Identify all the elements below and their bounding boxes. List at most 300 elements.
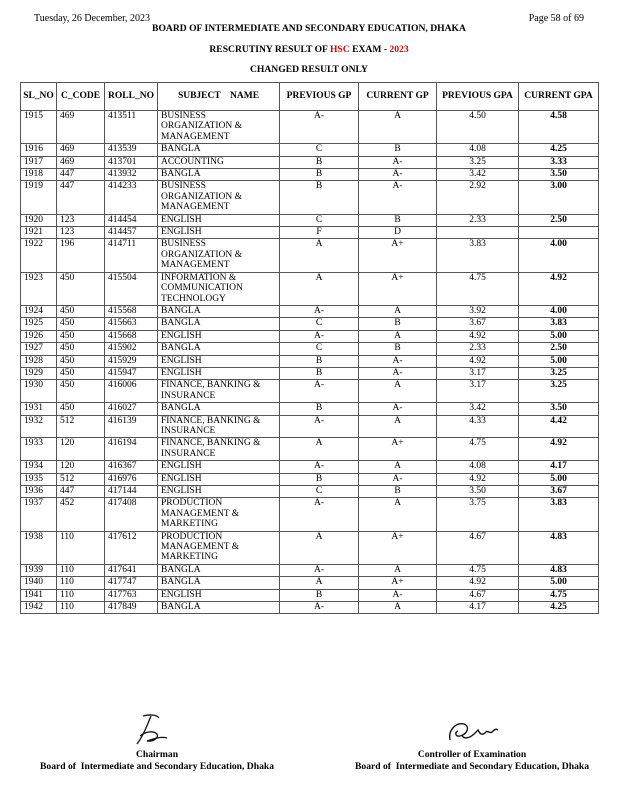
subject-line: MANAGEMENT xyxy=(161,260,230,271)
col-header-previous-gp: PREVIOUS GP xyxy=(280,83,359,111)
cell-current-gpa: 5.00 xyxy=(519,577,599,589)
cell-sl-no: 1915 xyxy=(21,111,57,144)
subject-line: MANAGEMENT & xyxy=(161,542,240,553)
col-header-subject-name: SUBJECT NAME xyxy=(158,83,280,111)
cell-subject xyxy=(158,577,280,589)
cell-previous-gpa: 4.92 xyxy=(437,577,519,589)
cell-current-gp: A- xyxy=(359,355,437,367)
cell-subject xyxy=(158,156,280,168)
cell-subject xyxy=(158,380,280,403)
subject-line: ENGLISH xyxy=(161,355,202,366)
cell-previous-gp: A- xyxy=(280,415,359,438)
cell-sl-no: 1936 xyxy=(21,486,57,498)
cell-sl-no: 1929 xyxy=(21,367,57,379)
cell-c-code: 447 xyxy=(57,181,105,214)
cell-current-gp: B xyxy=(359,343,437,355)
subject-line: ENGLISH xyxy=(161,214,202,225)
cell-c-code: 447 xyxy=(57,169,105,181)
cell-roll-no: 416139 xyxy=(105,415,158,438)
cell-previous-gp: A- xyxy=(280,330,359,342)
cell-previous-gpa: 4.67 xyxy=(437,531,519,564)
cell-sl-no: 1941 xyxy=(21,589,57,601)
cell-current-gp: A xyxy=(359,461,437,473)
cell-roll-no: 416194 xyxy=(105,438,158,461)
cell-previous-gpa: 4.92 xyxy=(437,355,519,367)
cell-c-code: 110 xyxy=(57,531,105,564)
cell-previous-gp: C xyxy=(280,318,359,330)
controller-title: Controller of Examination xyxy=(417,749,527,760)
cell-current-gpa: 3.67 xyxy=(519,486,599,498)
cell-c-code: 469 xyxy=(57,156,105,168)
subject-line: TECHNOLOGY xyxy=(161,293,226,304)
cell-current-gp: A- xyxy=(359,156,437,168)
cell-subject xyxy=(158,531,280,564)
cell-previous-gp: C xyxy=(280,343,359,355)
cell-previous-gpa: 2.92 xyxy=(437,181,519,214)
cell-subject xyxy=(158,144,280,156)
cell-roll-no: 415504 xyxy=(105,272,158,305)
cell-previous-gpa: 4.33 xyxy=(437,415,519,438)
subject-line: FINANCE, BANKING & xyxy=(161,380,261,391)
cell-c-code: 196 xyxy=(57,239,105,272)
cell-current-gp: B xyxy=(359,486,437,498)
cell-sl-no: 1940 xyxy=(21,577,57,589)
table-row xyxy=(21,318,599,330)
cell-previous-gp: A xyxy=(280,438,359,461)
cell-c-code: 469 xyxy=(57,111,105,144)
cell-roll-no: 413539 xyxy=(105,144,158,156)
cell-subject xyxy=(158,355,280,367)
cell-previous-gp: C xyxy=(280,486,359,498)
cell-sl-no: 1930 xyxy=(21,380,57,403)
cell-previous-gp: A- xyxy=(280,602,359,614)
cell-previous-gpa: 3.17 xyxy=(437,380,519,403)
page-number: Page 58 of 69 xyxy=(528,13,584,24)
cell-previous-gp: A- xyxy=(280,498,359,531)
cell-previous-gpa: 3.83 xyxy=(437,239,519,272)
table-row xyxy=(21,589,599,601)
cell-c-code: 450 xyxy=(57,343,105,355)
cell-subject xyxy=(158,589,280,601)
table-row xyxy=(21,355,599,367)
table-row xyxy=(21,111,599,144)
cell-sl-no: 1919 xyxy=(21,181,57,214)
cell-roll-no: 414454 xyxy=(105,214,158,226)
cell-c-code: 110 xyxy=(57,564,105,576)
cell-previous-gpa: 4.75 xyxy=(437,438,519,461)
subject-line: MANAGEMENT xyxy=(161,202,230,213)
table-row xyxy=(21,367,599,379)
table-row xyxy=(21,181,599,214)
subject-line: ENGLISH xyxy=(161,330,202,341)
cell-sl-no: 1922 xyxy=(21,239,57,272)
cell-sl-no: 1938 xyxy=(21,531,57,564)
cell-current-gp: A+ xyxy=(359,272,437,305)
cell-roll-no: 413932 xyxy=(105,169,158,181)
cell-current-gpa: 4.00 xyxy=(519,239,599,272)
cell-previous-gpa: 3.75 xyxy=(437,498,519,531)
cell-sl-no: 1942 xyxy=(21,602,57,614)
col-header-previous-gpa: PREVIOUS GPA xyxy=(437,83,519,111)
subject-line: BANGLA xyxy=(161,564,201,575)
cell-previous-gpa: 4.50 xyxy=(437,111,519,144)
cell-current-gp: B xyxy=(359,214,437,226)
subject-line: INSURANCE xyxy=(161,390,216,401)
cell-c-code: 512 xyxy=(57,415,105,438)
cell-previous-gpa: 3.42 xyxy=(437,169,519,181)
cell-current-gp: A xyxy=(359,330,437,342)
subject-line: BUSINESS xyxy=(161,111,206,121)
cell-current-gp: A xyxy=(359,564,437,576)
cell-subject xyxy=(158,415,280,438)
cell-current-gpa: 3.25 xyxy=(519,380,599,403)
table-row xyxy=(21,380,599,403)
cell-current-gpa: 5.00 xyxy=(519,473,599,485)
cell-subject xyxy=(158,367,280,379)
cell-roll-no: 417763 xyxy=(105,589,158,601)
cell-c-code: 512 xyxy=(57,473,105,485)
cell-roll-no: 414711 xyxy=(105,239,158,272)
table-row xyxy=(21,227,599,239)
cell-sl-no: 1920 xyxy=(21,214,57,226)
col-header-current-gpa: CURRENT GPA xyxy=(519,83,599,111)
exam-year: 2023 xyxy=(389,44,409,55)
table-row xyxy=(21,239,599,272)
cell-sl-no: 1923 xyxy=(21,272,57,305)
cell-roll-no: 417641 xyxy=(105,564,158,576)
cell-subject xyxy=(158,498,280,531)
cell-previous-gp: A- xyxy=(280,461,359,473)
subject-line: MARKETING xyxy=(161,519,218,530)
cell-previous-gp: B xyxy=(280,367,359,379)
cell-previous-gpa: 4.67 xyxy=(437,589,519,601)
cell-roll-no: 414457 xyxy=(105,227,158,239)
cell-current-gp: B xyxy=(359,144,437,156)
cell-subject xyxy=(158,227,280,239)
subject-line: BANGLA xyxy=(161,403,201,414)
col-header-c-code: C_CODE xyxy=(57,83,105,111)
cell-previous-gpa: 3.17 xyxy=(437,367,519,379)
cell-previous-gpa: 4.92 xyxy=(437,330,519,342)
cell-previous-gp: A xyxy=(280,577,359,589)
cell-roll-no: 416976 xyxy=(105,473,158,485)
subject-line: INSURANCE xyxy=(161,425,216,436)
cell-current-gpa: 4.25 xyxy=(519,602,599,614)
cell-current-gp: A+ xyxy=(359,531,437,564)
cell-current-gpa: 4.00 xyxy=(519,305,599,317)
cell-c-code: 447 xyxy=(57,486,105,498)
col-header-roll-no: ROLL_NO xyxy=(105,83,158,111)
subject-line: ORGANIZATION & xyxy=(161,249,243,260)
cell-current-gpa: 5.00 xyxy=(519,355,599,367)
results-table xyxy=(20,82,599,614)
subject-line: FINANCE, BANKING & xyxy=(161,415,261,426)
table-row xyxy=(21,438,599,461)
cell-previous-gpa xyxy=(437,227,519,239)
cell-previous-gpa: 2.33 xyxy=(437,343,519,355)
chairman-org: Board of Intermediate and Secondary Education, Dhaka xyxy=(40,761,274,772)
cell-current-gp: A xyxy=(359,111,437,144)
cell-current-gpa: 4.83 xyxy=(519,531,599,564)
cell-previous-gp: A- xyxy=(280,380,359,403)
cell-roll-no: 415668 xyxy=(105,330,158,342)
cell-current-gp: A+ xyxy=(359,239,437,272)
cell-previous-gpa: 4.92 xyxy=(437,473,519,485)
subject-line: BANGLA xyxy=(161,169,201,180)
subject-line: BANGLA xyxy=(161,343,201,354)
cell-subject xyxy=(158,169,280,181)
cell-current-gp: A- xyxy=(359,403,437,415)
cell-sl-no: 1931 xyxy=(21,403,57,415)
subject-line: MANAGEMENT xyxy=(161,131,230,142)
subject-line: ENGLISH xyxy=(161,461,202,472)
cell-subject xyxy=(158,486,280,498)
cell-c-code: 123 xyxy=(57,214,105,226)
cell-sl-no: 1927 xyxy=(21,343,57,355)
subject-line: BANGLA xyxy=(161,602,201,613)
cell-previous-gp: C xyxy=(280,214,359,226)
cell-roll-no: 413511 xyxy=(105,111,158,144)
cell-previous-gp: B xyxy=(280,156,359,168)
controller-signature-icon xyxy=(446,718,502,748)
cell-current-gpa: 4.92 xyxy=(519,272,599,305)
cell-roll-no: 416027 xyxy=(105,403,158,415)
subject-line: ENGLISH xyxy=(161,589,202,600)
cell-c-code: 450 xyxy=(57,330,105,342)
result-mid: EXAM - xyxy=(352,44,388,55)
cell-subject xyxy=(158,330,280,342)
subject-line: ENGLISH xyxy=(161,367,202,378)
cell-current-gp: A- xyxy=(359,181,437,214)
cell-previous-gp: A xyxy=(280,272,359,305)
table-row xyxy=(21,486,599,498)
cell-previous-gpa: 2.33 xyxy=(437,214,519,226)
col-header-sl-no: SL_NO xyxy=(21,83,57,111)
table-row xyxy=(21,577,599,589)
cell-current-gpa: 3.50 xyxy=(519,403,599,415)
cell-sl-no: 1926 xyxy=(21,330,57,342)
subject-line: BUSINESS xyxy=(161,181,206,192)
chairman-signature-block xyxy=(32,749,282,773)
cell-current-gpa: 4.42 xyxy=(519,415,599,438)
cell-current-gpa: 3.83 xyxy=(519,498,599,531)
subject-line: COMMUNICATION xyxy=(161,283,243,294)
cell-c-code: 450 xyxy=(57,318,105,330)
cell-sl-no: 1939 xyxy=(21,564,57,576)
cell-c-code: 123 xyxy=(57,227,105,239)
cell-current-gpa: 4.75 xyxy=(519,589,599,601)
cell-roll-no: 415902 xyxy=(105,343,158,355)
cell-current-gpa: 2.50 xyxy=(519,343,599,355)
cell-roll-no: 417612 xyxy=(105,531,158,564)
subject-line: PRODUCTION xyxy=(161,531,223,542)
subject-line: MARKETING xyxy=(161,552,218,563)
cell-roll-no: 413701 xyxy=(105,156,158,168)
cell-c-code: 450 xyxy=(57,367,105,379)
print-date: Tuesday, 26 December, 2023 xyxy=(34,13,151,24)
cell-sl-no: 1916 xyxy=(21,144,57,156)
cell-sl-no: 1935 xyxy=(21,473,57,485)
cell-c-code: 452 xyxy=(57,498,105,531)
subject-line: PRODUCTION xyxy=(161,498,223,509)
result-prefix: RESCRUTINY RESULT OF xyxy=(209,44,328,55)
cell-current-gp: A- xyxy=(359,473,437,485)
subtitle: CHANGED RESULT ONLY xyxy=(249,64,368,75)
cell-subject xyxy=(158,214,280,226)
cell-previous-gp: B xyxy=(280,473,359,485)
cell-previous-gp: A xyxy=(280,531,359,564)
cell-subject xyxy=(158,272,280,305)
cell-previous-gp: A- xyxy=(280,564,359,576)
table-row xyxy=(21,403,599,415)
subject-line: ENGLISH xyxy=(161,227,202,238)
cell-c-code: 450 xyxy=(57,403,105,415)
table-body xyxy=(21,111,599,614)
cell-current-gpa: 5.00 xyxy=(519,330,599,342)
table-row xyxy=(21,156,599,168)
cell-current-gpa: 4.92 xyxy=(519,438,599,461)
cell-current-gpa: 3.83 xyxy=(519,318,599,330)
table-row xyxy=(21,169,599,181)
subject-line: BANGLA xyxy=(161,318,201,329)
cell-current-gp: A xyxy=(359,415,437,438)
cell-c-code: 450 xyxy=(57,305,105,317)
cell-sl-no: 1924 xyxy=(21,305,57,317)
cell-previous-gpa: 4.75 xyxy=(437,272,519,305)
cell-subject xyxy=(158,343,280,355)
cell-previous-gpa: 3.67 xyxy=(437,318,519,330)
cell-sl-no: 1917 xyxy=(21,156,57,168)
subject-line: ENGLISH xyxy=(161,473,202,484)
subject-line: ACCOUNTING xyxy=(161,156,224,167)
cell-current-gpa: 4.25 xyxy=(519,144,599,156)
table-row xyxy=(21,498,599,531)
subject-line: MANAGEMENT & xyxy=(161,508,240,519)
cell-roll-no: 415663 xyxy=(105,318,158,330)
cell-roll-no: 415947 xyxy=(105,367,158,379)
exam-name: HSC xyxy=(329,44,350,55)
cell-current-gp: A xyxy=(359,305,437,317)
cell-subject xyxy=(158,239,280,272)
cell-subject xyxy=(158,438,280,461)
cell-current-gp: A xyxy=(359,380,437,403)
cell-current-gpa: 3.00 xyxy=(519,181,599,214)
table-header-row xyxy=(21,83,599,111)
table-row xyxy=(21,343,599,355)
table-row xyxy=(21,461,599,473)
table-row xyxy=(21,305,599,317)
cell-current-gp: A+ xyxy=(359,577,437,589)
cell-subject xyxy=(158,461,280,473)
table-row xyxy=(21,272,599,305)
cell-c-code: 120 xyxy=(57,438,105,461)
cell-current-gp: A xyxy=(359,498,437,531)
cell-c-code: 450 xyxy=(57,272,105,305)
cell-current-gpa: 4.58 xyxy=(519,111,599,144)
cell-current-gp: A- xyxy=(359,169,437,181)
cell-current-gp: D xyxy=(359,227,437,239)
cell-sl-no: 1928 xyxy=(21,355,57,367)
cell-sl-no: 1932 xyxy=(21,415,57,438)
cell-sl-no: 1925 xyxy=(21,318,57,330)
cell-current-gp: A- xyxy=(359,367,437,379)
cell-previous-gp: B xyxy=(280,181,359,214)
cell-previous-gp: B xyxy=(280,169,359,181)
cell-roll-no: 417849 xyxy=(105,602,158,614)
table-row xyxy=(21,564,599,576)
cell-sl-no: 1918 xyxy=(21,169,57,181)
cell-sl-no: 1921 xyxy=(21,227,57,239)
cell-current-gpa: 3.25 xyxy=(519,367,599,379)
cell-roll-no: 414233 xyxy=(105,181,158,214)
result-title xyxy=(0,44,618,55)
subject-line: INSURANCE xyxy=(161,448,216,459)
controller-org: Board of Intermediate and Secondary Education, Dhaka xyxy=(355,761,589,772)
cell-previous-gp: C xyxy=(280,144,359,156)
subject-line: INFORMATION & xyxy=(161,272,237,283)
cell-current-gpa: 4.83 xyxy=(519,564,599,576)
cell-previous-gp: A xyxy=(280,239,359,272)
cell-subject xyxy=(158,111,280,144)
subject-line: ENGLISH xyxy=(161,486,202,496)
col-header-current-gp: CURRENT GP xyxy=(359,83,437,111)
cell-roll-no: 417408 xyxy=(105,498,158,531)
chairman-title: Chairman xyxy=(135,749,179,760)
cell-previous-gpa: 3.50 xyxy=(437,486,519,498)
table-row xyxy=(21,330,599,342)
cell-previous-gpa: 4.08 xyxy=(437,144,519,156)
cell-c-code: 450 xyxy=(57,380,105,403)
cell-roll-no: 415929 xyxy=(105,355,158,367)
board-title: BOARD OF INTERMEDIATE AND SECONDARY EDUCATION, DHAKA xyxy=(152,23,466,34)
cell-c-code: 110 xyxy=(57,577,105,589)
cell-previous-gpa: 4.17 xyxy=(437,602,519,614)
cell-current-gpa: 4.17 xyxy=(519,461,599,473)
subject-line: BANGLA xyxy=(161,144,201,155)
cell-current-gpa: 3.50 xyxy=(519,169,599,181)
cell-sl-no: 1937 xyxy=(21,498,57,531)
cell-roll-no: 416367 xyxy=(105,461,158,473)
controller-signature-block xyxy=(347,749,597,773)
cell-current-gp: A- xyxy=(359,589,437,601)
cell-previous-gp: F xyxy=(280,227,359,239)
table-row xyxy=(21,415,599,438)
cell-previous-gp: A- xyxy=(280,305,359,317)
cell-c-code: 469 xyxy=(57,144,105,156)
cell-roll-no: 416006 xyxy=(105,380,158,403)
table-row xyxy=(21,531,599,564)
cell-previous-gpa: 3.25 xyxy=(437,156,519,168)
subject-line: ORGANIZATION & xyxy=(161,191,243,202)
cell-previous-gpa: 3.42 xyxy=(437,403,519,415)
cell-roll-no: 417747 xyxy=(105,577,158,589)
cell-previous-gpa: 4.08 xyxy=(437,461,519,473)
cell-c-code: 110 xyxy=(57,602,105,614)
cell-c-code: 120 xyxy=(57,461,105,473)
cell-previous-gp: B xyxy=(280,403,359,415)
cell-current-gpa xyxy=(519,227,599,239)
subject-line: BANGLA xyxy=(161,305,201,316)
cell-c-code: 450 xyxy=(57,355,105,367)
cell-current-gpa: 2.50 xyxy=(519,214,599,226)
cell-current-gp: A xyxy=(359,602,437,614)
chairman-signature-icon xyxy=(131,712,171,748)
cell-previous-gpa: 3.92 xyxy=(437,305,519,317)
table-row xyxy=(21,214,599,226)
subject-line: BUSINESS xyxy=(161,239,206,250)
subject-line: ORGANIZATION & xyxy=(161,121,243,132)
subject-line: BANGLA xyxy=(161,577,201,588)
